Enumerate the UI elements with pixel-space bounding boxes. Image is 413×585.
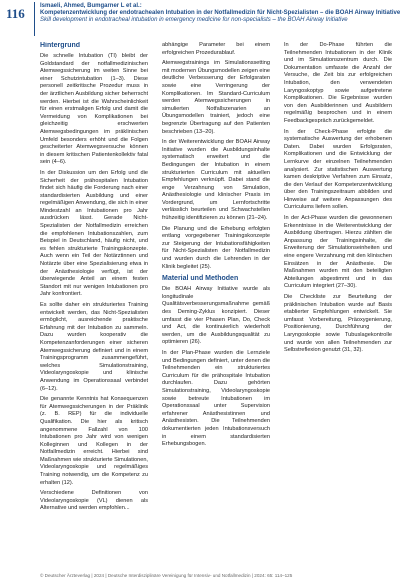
running-head-authors: Ismaeli, Ahmed, Bumgarner L et al.: xyxy=(40,3,142,9)
paragraph: In der Weiterentwicklung der BOAH Airway Initiative wurden die Ausbildungsinhalte systematisch erweitert und die Bedingungen der Intubation in einem strukturierten Curriculum mit aktuellen Empfehlungen verknüpft. Dabei stand die enge Verzahnung von Simulation, Anästhesiologie und klinischer Praxis im Vordergrund, um Lernfortschritte verlässlich beurteilen und Schwachstellen frühzeitig identifizieren zu können (21–24). xyxy=(162,139,270,222)
paragraph: abhängige Parameter bei einem erfolgreichen Prozedurablauf. xyxy=(162,42,270,56)
paragraph: Atemwegstrainings im Simulationssetting mit modernen Übungsmodellen zeigen eine deutliche Verbesserung der Erfolgsraten sowie eine Verringerung der Komplikationen. Im Standard-Curriculum werden Atemwegssicherungen in simulierten Notfallszenarien an Übungsmodellen trainiert, jedoch eine begrenzte Übertragung auf den Patienten beschrieben (13–20). xyxy=(162,60,270,135)
page-footer: © Deutscher Ärzteverlag | 2024 | Deutsche Interdisziplinäre Vereinigung für Intensiv- und Notfallmedizin | 2024: 65: 114–125 xyxy=(40,573,293,578)
paragraph: Die Checkliste zur Beurteilung der präklinischen Intubation wurde auf Basis etablierter Empfehlungen entwickelt. Sie umfasst Vorbereitung, Präoxygenierung, Positionierung, Durchführung der Laryngoskopie sowie Tubuslagekontrolle und wurde von allen Teilnehmenden zur Selbstreflexion genutzt (31, 32). xyxy=(284,294,392,354)
section-heading-methods: Material und Methoden xyxy=(162,275,239,283)
running-head-title-german: Kompetenzentwicklung der endotrachealen Intubation in der Notfallmedizin für Nicht-Spezialisten – die BOAH Airway Initiative xyxy=(40,10,401,17)
paragraph: In der Plan-Phase wurden die Lernziele und Bedingungen definiert, unter denen die Teilnehmenden ein strukturiertes Curriculum für die prähospitale Intubation durchlaufen. Dazu gehörten Simulationstraining, Videolaryngoskopie sowie betreute Intubationen im Operationssaal unter Supervision erfahrener Anästhesistinnen und Anästhesisten. Die Teilnehmenden dokumentierten jeden Intubationsversuch in einem standardisierten Erhebungsbogen. xyxy=(162,349,270,448)
column-1 xyxy=(40,42,148,568)
paragraph: In der Diskussion um den Erfolg und die Sicherheit der prähospitalen Intubation findet sich häufig die Forderung nach einer standardisierten Ausbildung und einer regelmäßigen Anwendung, die sich in einer Mindestzahl an Intubationen pro Jahr ausdrücken lässt. Gerade Nicht-Spezialisten der Notfallmedizin erreichen die empfohlenen Intubationszahlen, zum Beispiel in Deutschland, häufig nicht, und es fehlen strukturierte Trainingskonzepte. Auch wenn ein Teil der Notärztinnen und Notärzte über eine Spezialisierung etwa in der Anästhesiologie verfügt, ist der überwiegende Anteil an einem festen Standort mit nur wenigen Intubationen pro Jahr konfrontiert. xyxy=(40,169,148,298)
paragraph: Die genannte Kenntnis hat Konsequenzen für Atemwegssicherungen in der Präklinik (z. B. REP) für die individuelle Qualifikation. Die hier als kritisch angenommene Fallzahl von 100 Intubationen pro Jahr wird von wenigen Kolleginnen und Kollegen in der Notfallmedizin erreicht. Hierbei sind Maßnahmen wie strukturierte Simulationen, Videolaryngoskopie und regelmäßiges Training notwendig, um die Kompetenz zu erhalten (12). xyxy=(40,396,148,486)
running-head-title-english: Skill development in endotracheal intubation in emergency medicine for non-specialists – the BOAH Airway Initiative xyxy=(40,17,348,24)
paragraph: In der Check-Phase erfolgte die systematische Auswertung der erhobenen Daten. Dabei wurden Erfolgsraten, Komplikationen und die Entwicklung der Lernkurve der einzelnen Teilnehmenden analysiert. Zur statistischen Auswertung kamen deskriptive Verfahren zum Einsatz, die den Verlauf der Kompetenzentwicklung über den Trainingszeitraum abbilden und Hinweise auf weitere Anpassungen des Curriculums liefern sollen. xyxy=(284,128,392,211)
header-divider xyxy=(34,2,35,36)
page-number: 116 xyxy=(6,6,25,21)
paragraph: Die schnelle Intubation (TI) bleibt der Goldstandard der notfallmedizinischen Atemwegssicherung im weiten Sinne bei einer Schutzintubation (1–3). Diese personell zeitkritische Prozedur muss in der ärztlichen Ausbildung sicher beherrscht werden. Hierbei ist die Wahrscheinlichkeit für einen erstmaligen Erfolg und damit die Vermeidung von Komplikationen bei gleichzeitig erschwerten Atemwegsbedingungen im präklinischen Umfeld besonders erhöht und die Folgen gescheiterter Atemwegsversuche können in diesem kritischen Patientenkollektiv fatal sein (4–6). xyxy=(40,53,148,166)
paragraph: In der Do-Phase führten die Teilnehmenden Intubationen in der Klinik und im Simulationszentrum durch. Die Dokumentation umfasste die Anzahl der Versuche, die Zeit bis zur erfolgreichen Intubation, den verwendeten Laryngoskoptyp sowie aufgetretene Komplikationen. Die Ergebnisse wurden von den Ausbilderinnen und Ausbildern regelmäßig besprochen und in einem Feedbackgespräch zurückgemeldet. xyxy=(284,42,392,124)
paragraph: In der Act-Phase wurden die gewonnenen Erkenntnisse in die Weiterentwicklung der Ausbildung übertragen. Hierzu zählten die Anpassung der Trainingsinhalte, die Erweiterung der Simulationseinheiten und eine engere Verzahnung mit den klinischen Einsätzen in der Anästhesie. Die Maßnahmen wurden mit den beteiligten Abteilungen abgestimmt und in das Curriculum integriert (27–30). xyxy=(284,215,392,290)
paragraph: Die BOAH Airway Initiative wurde als longitudinale Qualitätsverbesserungsmaßnahme gemäß des Deming-Zyklus konzipiert. Dieser umfasst die vier Phasen Plan, Do, Check und Act, die kontinuierlich wiederholt werden, um die Ausbildungsqualität zu optimieren (26). xyxy=(162,286,270,346)
paragraph: Verschiedene Definitionen von Videolaryngoskopie (VL) dienen als Alternative und werden empfohlen... xyxy=(40,490,148,512)
article-body xyxy=(40,42,405,568)
section-heading-background: Hintergrund xyxy=(40,42,81,49)
column-3 xyxy=(284,42,392,568)
running-head xyxy=(40,3,408,25)
paragraph: Es sollte daher ein strukturiertes Training entwickelt werden, das Nicht-Spezialisten ermöglicht, ausreichende praktische Erfahrung mit der Intubation zu sammeln. Dazu wurden kooperativ die Kompetenzanforderungen einer sicheren Atemwegssicherung definiert und in einem Trainingsprogramm zusammengeführt, welches Simulationstraining, Videolaryngoskopie und klinische Anwendung im Operationssaal verbindet (6–12). xyxy=(40,302,148,392)
column-2 xyxy=(162,42,270,568)
paragraph: Die Planung und die Erhebung erfolgten entlang vorgegebener Trainingskonzepte zur Steigerung der Intubationsfähigkeiten für Nicht-Spezialisten der Notfallmedizin und wurden durch die Lehrenden in der Klinik begleitet (25). xyxy=(162,225,270,270)
